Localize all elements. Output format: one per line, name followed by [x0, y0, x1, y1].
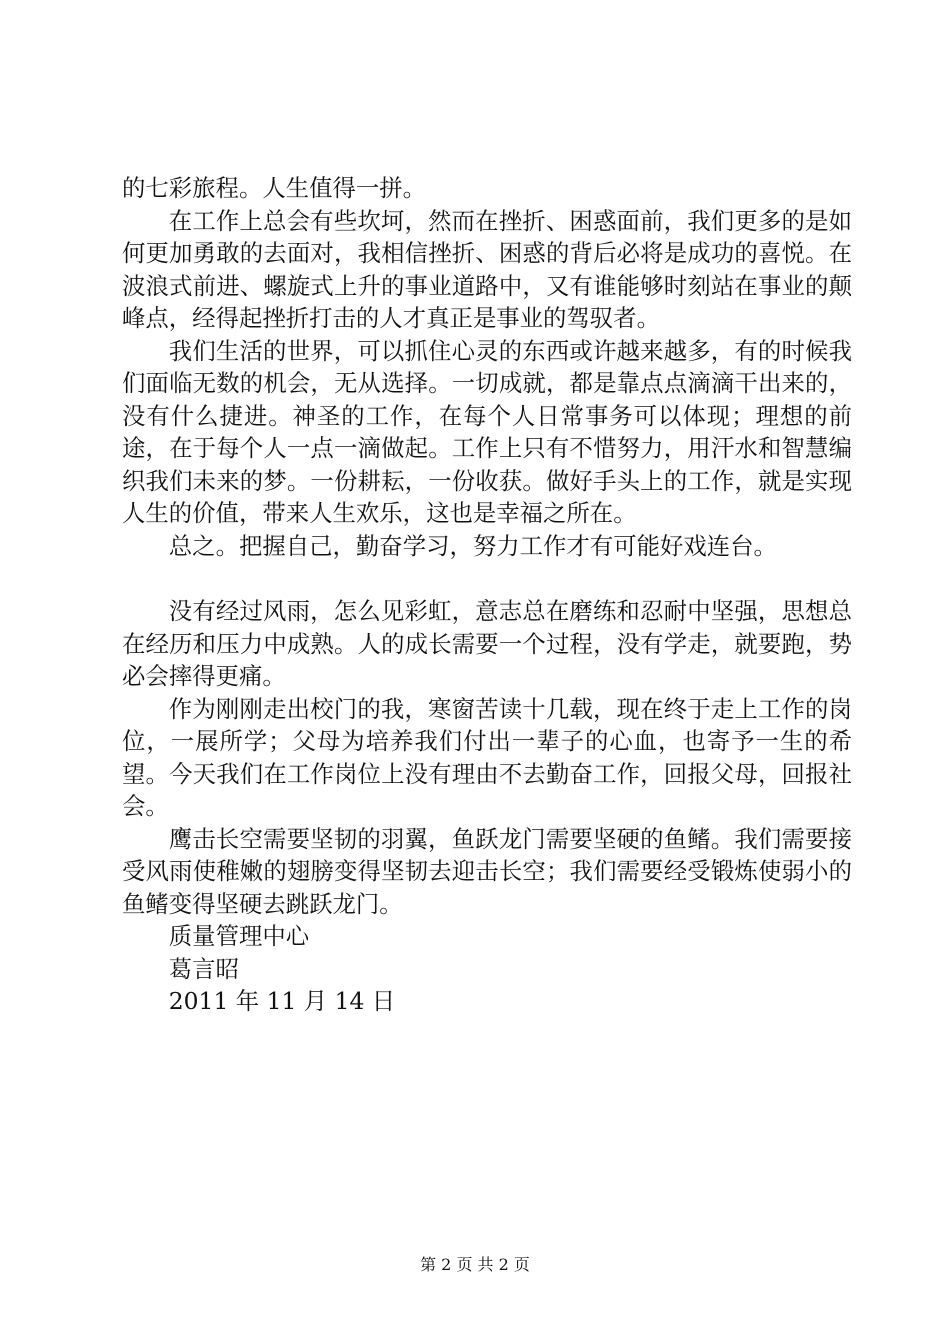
- page-footer: 第 2 页 共 2 页: [420, 1255, 530, 1274]
- signature-date: 2011 年 11 月 14 日: [168, 987, 396, 1015]
- paragraph-continuation: 的七彩旅程。人生值得一拼。: [122, 174, 427, 202]
- paragraph-rainbow: 没有经过风雨，怎么见彩虹，意志总在磨练和忍耐中坚强，思想总在经历和压力中成熟。人的成长需要一个过程，没有学走，就要跑，势必会摔得更痛。: [122, 597, 852, 690]
- paragraph-graduate: 作为刚刚走出校门的我，寒窗苦读十几载，现在终于走上工作的岗位，一展所学；父母为培养我们付出一辈子的心血，也寄予一生的希望。今天我们在工作岗位上没有理由不去勤奋工作，回报父母，回报社会。: [122, 694, 852, 820]
- paragraph-conclusion: 总之。把握自己，勤奋学习，努力工作才有可能好戏连台。: [168, 531, 777, 560]
- signature-department: 质量管理中心: [168, 922, 310, 950]
- document-body: [122, 172, 852, 1018]
- paragraph-eagle: 鹰击长空需要坚韧的羽翼，鱼跃龙门需要坚硬的鱼鳍。我们需要接受风雨使稚嫩的翅膀变得坚韧去迎击长空；我们需要经受锻炼使弱小的鱼鳍变得坚硬去跳跃龙门。: [122, 824, 852, 918]
- paragraph-world-opportunities: 我们生活的世界，可以抓住心灵的东西或许越来越多，有的时候我们面临无数的机会，无从选择。一切成就，都是靠点点滴滴干出来的，没有什么捷进。神圣的工作，在每个人日常事务可以体现；理想的前途，在于每个人一点一滴做起。工作上只有不惜努力，用汗水和智慧编织我们未来的梦。一份耕耘，一份收获。做好手头上的工作，就是实现人生的价值，带来人生欢乐，这也是幸福之所在。: [122, 336, 852, 527]
- section-gap: [122, 562, 852, 595]
- signature-name: 葛言昭: [168, 954, 239, 983]
- paragraph-work-setbacks: 在工作上总会有些坎坷，然而在挫折、困惑面前，我们更多的是如何更加勇敢的去面对，我相信挫折、困惑的背后必将是成功的喜悦。在波浪式前进、螺旋式上升的事业道路中，又有谁能够时刻站在事业的颠峰点，经得起挫折打击的人才真正是事业的驾驭者。: [122, 206, 852, 332]
